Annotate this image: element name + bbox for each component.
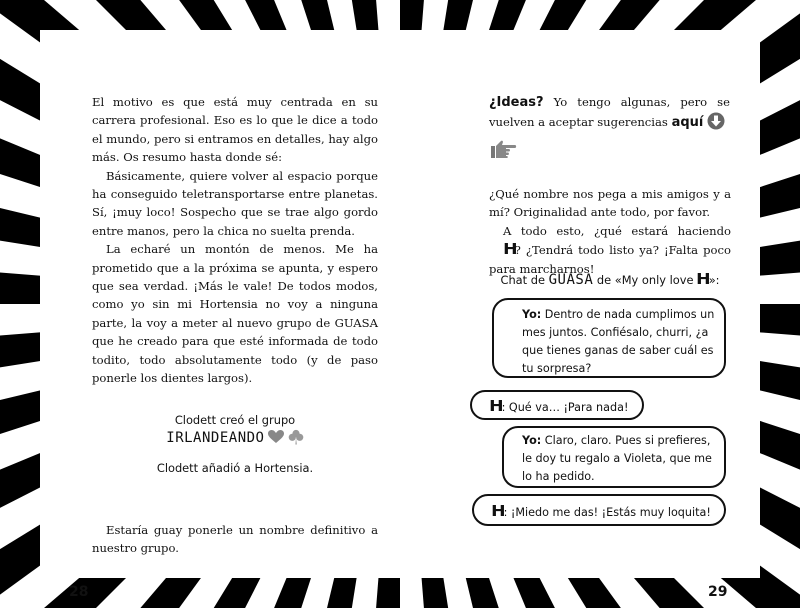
heart-icon <box>268 431 288 445</box>
paragraph: Básicamente, quiere volver al espacio porque ha conseguido teletransportarse entre planetas. Sí, ¡muy loco! Sospecho que se trae algo gordo entre manos, pero la chica no suelta prenda. <box>92 168 378 238</box>
down-arrow-icon[interactable] <box>707 115 725 129</box>
closing-paragraph: Estaría guay ponerle un nombre definitivo a nuestro grupo. <box>92 523 378 556</box>
paragraph: El motivo es que está muy centrada en su carrera profesional. Eso es lo que le dice a todo el mundo, pero si entramos en detalles, hay algo más. Os resumo hasta donde sé: <box>92 95 378 165</box>
message-text: : ¡Miedo me das! ¡Estás muy loquita! <box>503 506 711 519</box>
group-name: IRLANDEANDO <box>166 430 265 446</box>
message-speaker: H <box>489 397 503 415</box>
shamrock-icon <box>288 431 304 445</box>
chat-created-line: Clodett creó el grupo <box>174 413 296 427</box>
chat-message-h <box>472 494 726 526</box>
page-number: 28 <box>69 584 89 600</box>
left-page <box>40 30 402 600</box>
meanwhile-paragraph: A todo esto, ¿qué estará haciendo H? ¿Tendrá todo listo ya? ¡Falta poco para marcharnos! <box>489 223 731 276</box>
right-page <box>402 30 760 600</box>
pointing-hand-icon <box>489 140 517 164</box>
message-speaker: Yo: <box>522 434 542 447</box>
chat-heading: Chat de GUASA de «My only love H»: <box>500 270 720 288</box>
group-name-line <box>92 429 378 447</box>
message-speaker: Yo: <box>522 308 542 321</box>
message-text: Dentro de nada cumplimos un mes juntos. Confiésalo, churri, ¿a que tienes ganas de saber cuál es tu sorpresa? <box>522 308 715 375</box>
ideas-prefix: ¿Ideas? <box>489 95 544 110</box>
message-text: : Qué va… ¡Para nada! <box>501 401 629 414</box>
question-paragraph: ¿Qué nombre nos pega a mis amigos y a mí? Originalidad ante todo, por favor. <box>489 187 731 220</box>
chat-message-h <box>470 390 644 420</box>
ideas-text: Yo tengo algunas, pero se vuelven a aceptar sugerencias <box>489 95 730 130</box>
page-number: 29 <box>708 584 728 600</box>
h-logo: H <box>503 240 517 259</box>
message-text: Claro, claro. Pues si prefieres, le doy tu regalo a Violeta, que me lo ha pedido. <box>522 434 712 483</box>
h-logo: H <box>696 270 710 288</box>
chat-message-mine <box>502 426 726 488</box>
ideas-suffix: aquí <box>671 115 704 131</box>
chat-app-name: GUASA <box>548 272 594 288</box>
chat-added-line: Clodett añadió a Hortensia. <box>156 461 314 475</box>
chat-message-mine <box>492 298 726 378</box>
paragraph: La echaré un montón de menos. Me ha prometido que a la próxima se apunta, y espero que sea verdad. ¡Más le vale! De todos modos, como yo sin mi Hortensia no voy a ninguna parte, la voy a meter al nuevo grupo de GUASA que he creado para que esté informada de todo todito, todo absolutamente todo (y de paso ponerle los dientes largos). <box>92 242 378 386</box>
message-speaker: H <box>491 502 505 520</box>
ideas-paragraph <box>489 93 730 133</box>
